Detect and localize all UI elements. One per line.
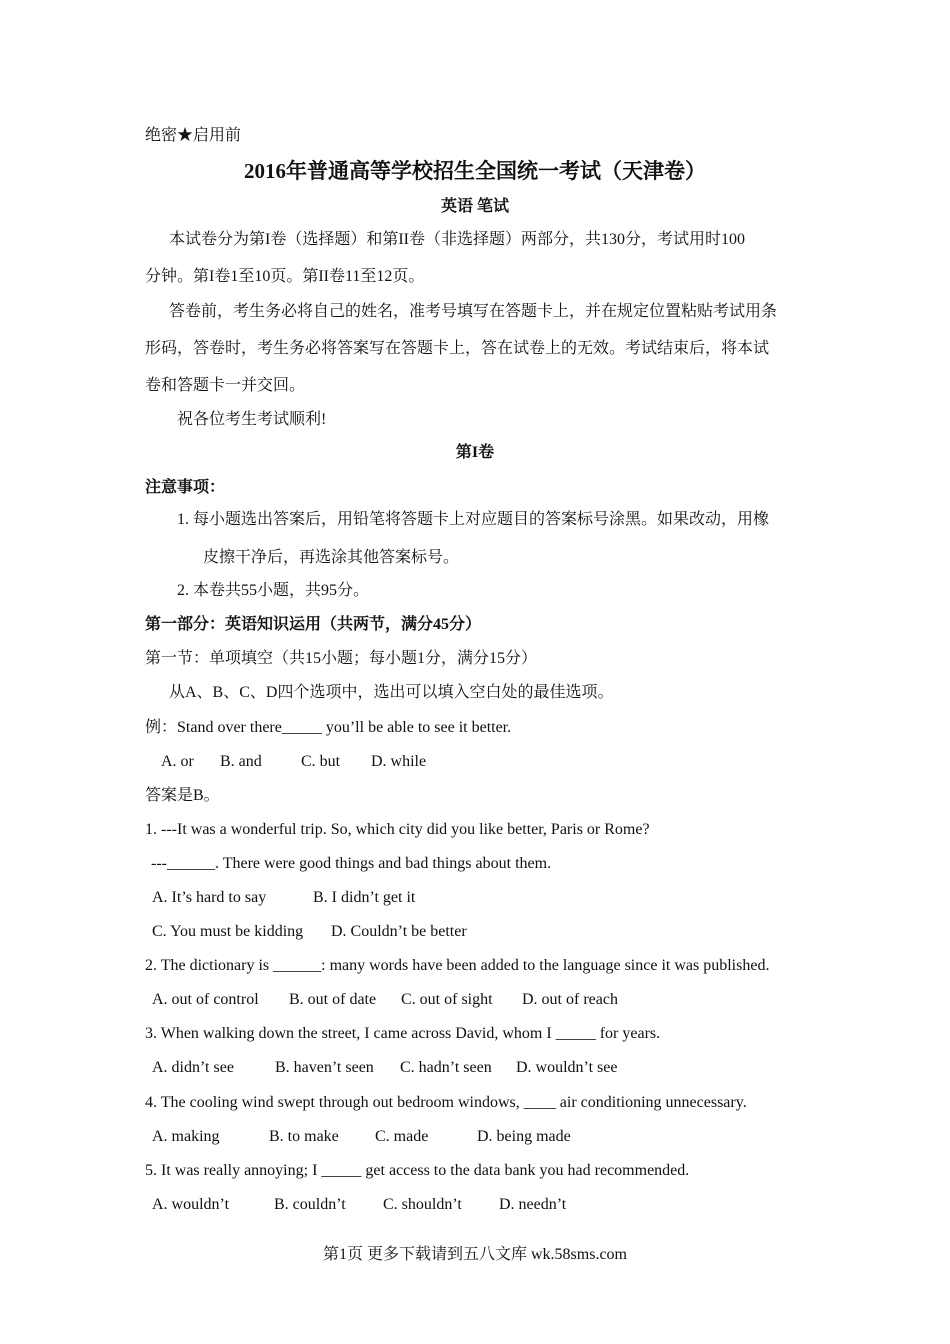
example-option-b: B. and — [220, 753, 262, 770]
question-5-stem: 5. It was really annoying; I _____ get access to the data bank you had recommended. — [145, 1162, 690, 1179]
question-3-option-c: C. hadn’t seen — [400, 1059, 492, 1076]
question-5-option-d: D. needn’t — [499, 1196, 567, 1213]
question-2-option-a: A. out of control — [152, 991, 259, 1008]
example-option-a: A. or — [161, 753, 194, 770]
question-4-option-d: D. being made — [477, 1128, 571, 1145]
question-3-option-b: B. haven’t seen — [275, 1059, 374, 1076]
wish-text: 祝各位考生考试顺利! — [177, 411, 327, 428]
question-1-option-a: A. It’s hard to say — [152, 889, 267, 906]
intro-paragraph-1-line-2: 分钟。第I卷1至10页。第II卷11至12页。 — [145, 268, 425, 285]
question-2-options — [152, 990, 618, 1010]
intro-paragraph-2-line-1: 答卷前，考生务必将自己的姓名，准考号填写在答题卡上，并在规定位置粘贴考试用条 — [169, 303, 778, 320]
question-5-option-b: B. couldn’t — [274, 1196, 346, 1213]
notes-item-1-line-2: 皮擦干净后，再选涂其他答案标号。 — [203, 549, 460, 566]
question-3-options — [152, 1058, 617, 1078]
example-options — [161, 752, 426, 772]
question-2-stem: 2. The dictionary is ______: many words have been added to the language since it was published. — [145, 957, 770, 974]
section1-heading: 第一节：单项填空（共15小题；每小题1分，满分15分） — [145, 650, 538, 667]
question-4-options — [152, 1127, 571, 1147]
question-1-options-row-1 — [152, 888, 415, 908]
question-2-option-b: B. out of date — [289, 991, 377, 1008]
example-answer: 答案是B。 — [145, 787, 220, 804]
example-question: 例：Stand over there_____ you’ll be able to see it better. — [145, 719, 512, 736]
question-3-option-a: A. didn’t see — [152, 1059, 234, 1076]
question-1-options-row-2 — [152, 922, 467, 942]
question-1-stem-2: ---______. There were good things and bad things about them. — [151, 855, 552, 872]
question-1-option-d: D. Couldn’t be better — [331, 923, 467, 940]
question-4-option-a: A. making — [152, 1128, 220, 1145]
exam-subtitle: 英语 笔试 — [440, 198, 509, 215]
page-footer: 第1页 更多下载请到五八文库 wk.58sms.com — [322, 1246, 627, 1263]
question-4-option-c: C. made — [375, 1128, 429, 1145]
question-2-option-c: C. out of sight — [401, 991, 493, 1008]
question-1-option-c: C. You must be kidding — [152, 923, 304, 940]
notes-heading: 注意事项： — [145, 479, 226, 496]
volume-title: 第I卷 — [455, 444, 495, 461]
question-3-stem: 3. When walking down the street, I came across David, whom I _____ for years. — [145, 1025, 661, 1042]
notes-item-1-line-1: 1. 每小题选出答案后，用铅笔将答题卡上对应题目的答案标号涂黑。如果改动，用橡 — [177, 511, 770, 528]
question-3-option-d: D. wouldn’t see — [516, 1059, 618, 1076]
example-option-c: C. but — [301, 753, 341, 770]
question-2-option-d: D. out of reach — [522, 991, 618, 1008]
question-5-options — [152, 1195, 566, 1215]
example-option-d: D. while — [371, 753, 427, 770]
question-5-option-c: C. shouldn’t — [383, 1196, 462, 1213]
question-1-stem: 1. ---It was a wonderful trip. So, which city did you like better, Paris or Rome? — [145, 821, 650, 838]
intro-paragraph-2-line-2: 形码，答卷时，考生务必将答案写在答题卡上，答在试卷上的无效。考试结束后，将本试 — [145, 340, 770, 357]
part1-heading: 第一部分：英语知识运用（共两节，满分45分） — [145, 616, 482, 633]
question-5-option-a: A. wouldn’t — [152, 1196, 230, 1213]
intro-paragraph-2-line-3: 卷和答题卡一并交回。 — [145, 377, 306, 394]
question-4-option-b: B. to make — [269, 1128, 339, 1145]
notes-item-2: 2. 本卷共55小题，共95分。 — [177, 582, 370, 599]
question-4-stem: 4. The cooling wind swept through out bedroom windows, ____ air conditioning unnecessary. — [145, 1094, 747, 1111]
instruction-text: 从A、B、C、D四个选项中，选出可以填入空白处的最佳选项。 — [169, 684, 614, 701]
intro-paragraph-1-line-1: 本试卷分为第I卷（选择题）和第II卷（非选择题）两部分，共130分，考试用时100 — [169, 231, 745, 248]
secret-mark: 绝密★启用前 — [145, 127, 242, 144]
exam-title: 2016年普通高等学校招生全国统一考试（天津卷） — [244, 159, 706, 183]
question-1-option-b: B. I didn’t get it — [313, 889, 416, 906]
